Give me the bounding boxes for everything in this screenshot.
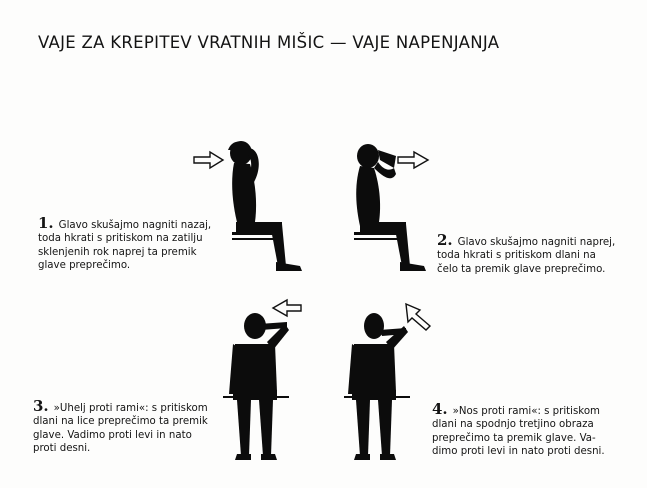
arrow-left-icon <box>273 300 301 316</box>
caption-line: Glavo skušajmo nagniti naprej, <box>457 237 616 248</box>
exercise-2-caption <box>437 231 616 276</box>
caption-line: preprečimo ta premik glave. Va- <box>432 432 596 444</box>
caption-line: dlani na spodnjo tretjino obraza <box>432 419 594 431</box>
arrow-up-left-icon <box>406 304 430 330</box>
caption-line: »Uhelj proti rami«: s pritiskom <box>53 403 208 414</box>
caption-line: glave. Vadimo proti levi in nato <box>33 429 192 441</box>
page-title: VAJE ZA KREPITEV VRATNIH MIŠIC — VAJE NAPENJANJA <box>38 33 500 52</box>
exercise-number: 1. <box>38 214 54 232</box>
exercise-number: 2. <box>437 231 453 249</box>
caption-line: čelo ta premik glave preprečimo. <box>437 263 606 275</box>
caption-line: glave preprečimo. <box>38 260 131 272</box>
arrow-right-icon <box>194 152 223 168</box>
exercise-3-caption <box>33 397 208 456</box>
exercise-4-caption <box>432 400 605 459</box>
caption-line: dlani na lice preprečimo ta premik <box>33 416 208 428</box>
arrow-left-icon <box>398 152 428 168</box>
caption-line: »Nos proti rami«: s pritiskom <box>452 406 600 417</box>
figure-3-ear-to-shoulder <box>215 296 325 466</box>
caption-line: toda hkrati s pritiskom dlani na <box>437 250 596 262</box>
exercise-number: 3. <box>33 397 49 415</box>
exercise-1-caption <box>38 214 212 273</box>
caption-line: toda hkrati s pritiskom na zatilju <box>38 233 203 245</box>
caption-line: dimo proti levi in nato proti desni. <box>432 446 605 458</box>
caption-line: sklenjenih rok naprej ta premik <box>38 246 197 258</box>
caption-line: Glavo skušajmo nagniti nazaj, <box>58 220 212 231</box>
exercise-number: 4. <box>432 400 448 418</box>
caption-line: proti desni. <box>33 443 91 455</box>
